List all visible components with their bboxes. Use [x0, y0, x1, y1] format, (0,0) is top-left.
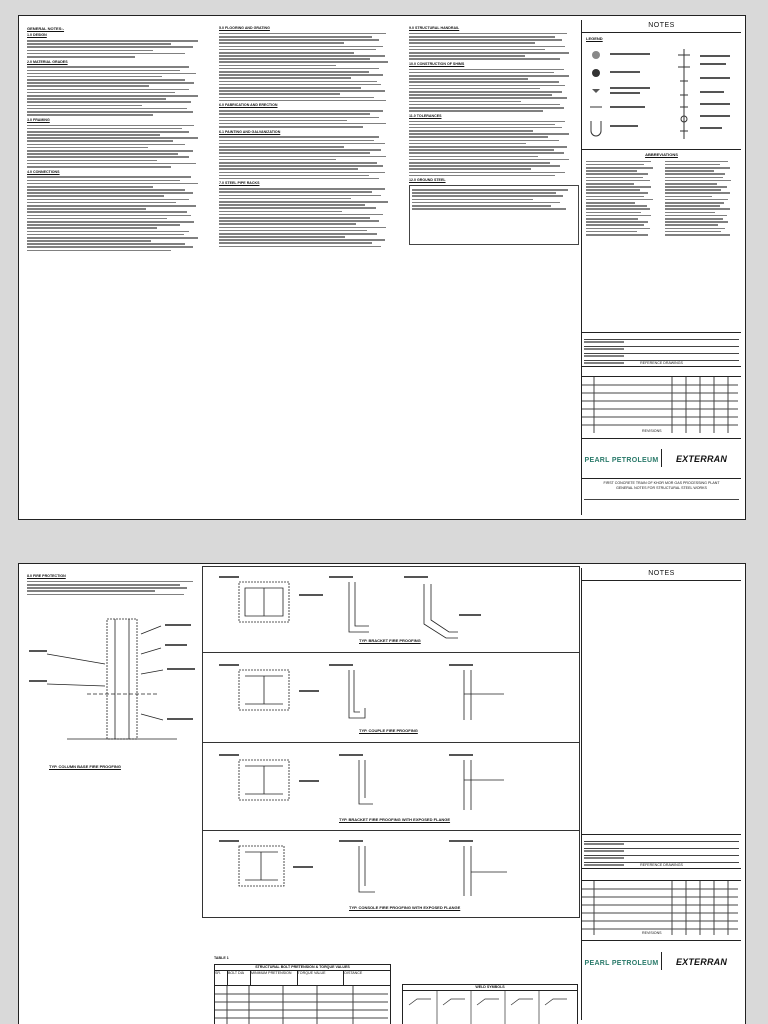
legend-text-line	[700, 55, 730, 57]
revisions-grid	[582, 881, 738, 935]
revisions-block	[582, 376, 741, 435]
table-header-cell: DISTANCE	[344, 971, 363, 975]
section-heading: 8.0 FIRE PROTECTION	[27, 574, 66, 578]
bracket-fire-proofing-detail	[209, 574, 579, 648]
couple-fire-proofing-detail	[209, 660, 579, 734]
detail-title-couple: TYP. COUPLE FIRE PROOFING	[359, 728, 418, 733]
notes-header: NOTES	[582, 20, 741, 33]
section-heading: 9.0 STRUCTURAL HANDRAIL	[409, 26, 460, 30]
section-heading: 11.0 TOLERANCES	[409, 113, 442, 118]
abbreviations-area	[582, 149, 741, 239]
legend-text-line	[700, 127, 722, 129]
legend-text-line	[610, 125, 638, 127]
reference-drawings-area	[582, 834, 741, 869]
table-header-cell: MINIMUM PRETENSION	[251, 971, 298, 985]
drawing-title: GENERAL NOTES FOR STRUCTURAL STEEL WORKS	[616, 486, 707, 490]
title-block	[581, 20, 741, 515]
console-exposed-flange-detail	[209, 836, 579, 910]
legend-text-line	[610, 106, 645, 108]
section-heading: 5.0 FLOORING AND GRATING	[219, 26, 270, 30]
table-heading: TABLE 1	[214, 956, 229, 960]
project-title: FIRST CONCRETE TRAIN OF KHOR MOR GAS PROCESSING PLANT	[603, 481, 720, 485]
drawing-sheet-2	[18, 563, 746, 1024]
notes-header: NOTES	[582, 568, 741, 581]
general-notes-column-1	[27, 24, 207, 511]
weld-symbols-heading: WELD SYMBOLS	[403, 985, 577, 991]
legend-text-line	[610, 92, 640, 94]
revisions-label: REVISIONS	[642, 931, 662, 935]
weld-symbols-box	[402, 984, 578, 1024]
legend-symbols	[586, 41, 736, 141]
legend-arrow-symbol	[592, 89, 600, 93]
weld-symbols-grid	[403, 991, 575, 1024]
legend-text-line	[610, 53, 650, 55]
title-block-2	[581, 568, 741, 1020]
logos-area	[582, 438, 741, 477]
legend-text-line	[700, 115, 730, 117]
client-logo: PEARL PETROLEUM	[584, 960, 659, 967]
legend-text-line	[700, 77, 730, 79]
table-body-grid	[215, 986, 388, 1024]
general-notes-column-2	[219, 24, 397, 511]
detail-title-column-base: TYP. COLUMN BASE FIRE PROOFING	[49, 764, 121, 769]
legend-hinge-symbol	[591, 121, 601, 136]
contractor-logo: EXTERRAN	[661, 449, 741, 467]
revisions-grid	[582, 377, 738, 433]
legend-shop-symbol	[592, 51, 600, 59]
bracket-exposed-flange-detail	[209, 750, 579, 824]
detail-title-bracket: TYP. BRACKET FIRE PROOFING	[359, 638, 421, 643]
section-heading: 4.0 CONNECTIONS	[27, 169, 60, 174]
column-base-detail	[27, 614, 207, 759]
legend-text-line	[700, 103, 730, 105]
client-logo: PEARL PETROLEUM	[584, 457, 659, 464]
revisions-label: REVISIONS	[642, 429, 662, 433]
legend-title: LEGEND	[586, 36, 603, 41]
contractor-logo: EXTERRAN	[661, 952, 741, 970]
section-heading: 1.0 DESIGN	[27, 33, 47, 38]
ground-steel-note-box	[409, 185, 579, 245]
table-header-row	[215, 971, 390, 986]
reference-drawings-area	[582, 332, 741, 367]
table-title: STRUCTURAL BOLT PRETENSION & TORQUE VALUES	[215, 965, 390, 971]
section-heading: 12.0 GROUND STEEL	[409, 178, 446, 183]
drawing-sheet-1	[18, 15, 746, 520]
drawing-title-area	[582, 478, 741, 515]
abbreviations-title: ABBREVIATIONS	[645, 152, 678, 157]
reference-drawings-label: REFERENCE DRAWINGS	[582, 863, 741, 869]
fire-protection-notes	[27, 572, 205, 612]
legend-text-line	[610, 71, 640, 73]
revisions-block	[582, 880, 741, 937]
section-heading: 10.0 CONSTRUCTION OF SHIMS	[409, 61, 465, 66]
section-heading: 2.0 MATERIAL GRADES	[27, 59, 68, 64]
legend-text-line	[700, 63, 726, 65]
table-header-cell: BOLT DIA	[228, 971, 251, 985]
section-heading: 7.0 STEEL PIPE RACKS	[219, 181, 260, 186]
reference-drawings-label: REFERENCE DRAWINGS	[582, 361, 741, 367]
bolt-pretension-table	[214, 964, 391, 1024]
legend-field-symbol	[592, 69, 600, 77]
logos-area	[582, 940, 741, 981]
general-notes-column-3	[409, 24, 579, 511]
section-heading: 6.1 PAINTING AND GALVANIZATION	[219, 129, 281, 134]
general-notes-title: GENERAL NOTES:-	[27, 26, 65, 31]
legend-text-line	[700, 91, 724, 93]
legend-text-line	[610, 87, 650, 89]
section-heading: 6.0 FABRICATION AND ERECTION	[219, 103, 278, 108]
table-header-cell: TORQUE VALUE	[298, 971, 345, 985]
legend-area	[582, 33, 741, 149]
detail-title-bracket-exposed: TYP. BRACKET FIRE PROOFING WITH EXPOSED FLANGE	[339, 817, 451, 822]
section-heading: 3.0 FRAMING	[27, 117, 50, 122]
detail-title-console-exposed: TYP. CONSOLE FIRE PROOFING WITH EXPOSED FLANGE	[349, 905, 461, 910]
table-header-cell: SR.	[215, 971, 228, 985]
